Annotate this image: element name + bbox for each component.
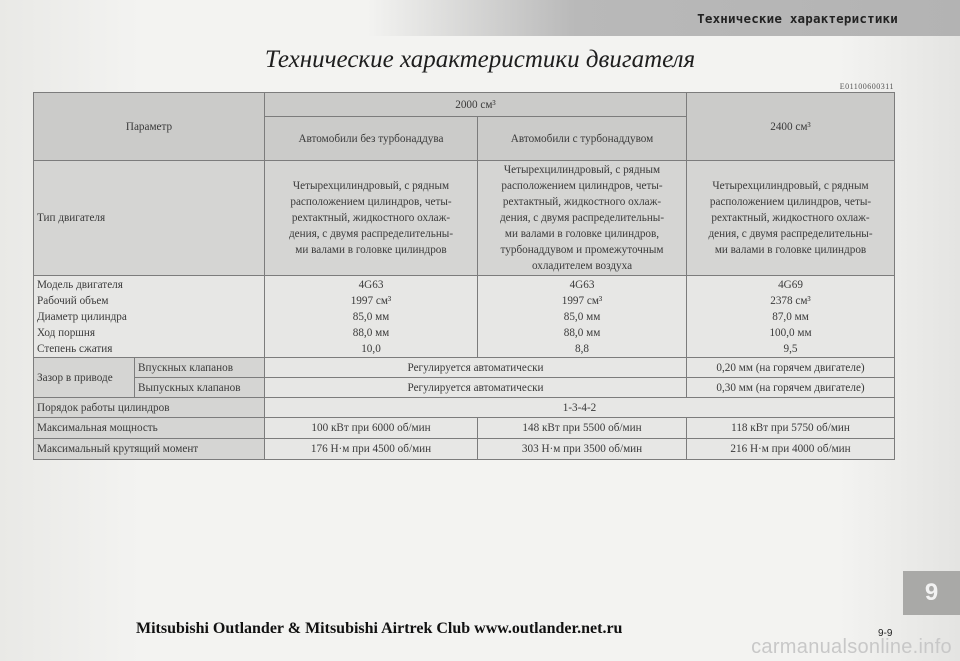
text-line: охладителем воздуха	[531, 260, 633, 272]
footer-credit: Mitsubishi Outlander & Mitsubishi Airtrek Club www.outlander.net.ru	[136, 620, 623, 637]
intake-valves-2400: 0,20 мм (на горячем двигателе)	[687, 358, 895, 378]
spec-value: 100,0 мм	[769, 326, 812, 339]
col-2400-header: 2400 см³	[687, 93, 895, 161]
text-line: Четырехцилиндровый, с рядным	[712, 180, 869, 192]
text-line: ми валами в головке цилиндров	[295, 244, 447, 256]
text-line: дения, с двумя распределительны-	[288, 228, 454, 240]
spec-value: 1997 см³	[561, 294, 603, 307]
exhaust-valves-label: Выпускных клапанов	[135, 378, 265, 398]
spec-value: 2378 см³	[770, 294, 811, 307]
text-line: расположением цилиндров, четы-	[709, 196, 872, 208]
exhaust-valves-2000: Регулируется автоматически	[265, 378, 687, 398]
spec-label: Диаметр цилиндра	[37, 310, 127, 323]
section-header: Технические характеристики	[697, 11, 898, 26]
spec-value: 88,0 мм	[563, 326, 601, 339]
max-torque-label: Максимальный крутящий момент	[34, 439, 265, 460]
page-title: Технические характеристики двигателя	[264, 46, 696, 73]
text-line: рехтактный, жидкостного охлаж-	[291, 212, 451, 224]
chapter-tab: 9	[903, 571, 960, 615]
spec-value: 10,0	[361, 342, 381, 355]
spec-label: Степень сжатия	[37, 342, 113, 355]
max-torque-turbo: 303 Н·м при 3500 об/мин	[478, 439, 687, 460]
text-line: турбонаддувом и промежуточным	[500, 244, 664, 256]
text-line: расположением цилиндров, четы-	[290, 196, 452, 208]
engine-type-no-turbo	[265, 161, 478, 276]
spec-label: Ход поршня	[37, 326, 96, 339]
engine-type-turbo	[478, 161, 687, 276]
firing-order-value: 1-3-4-2	[265, 398, 895, 418]
engine-spec-table	[33, 92, 895, 460]
param-header: Параметр	[34, 93, 265, 161]
spec-labels	[34, 276, 265, 358]
engine-type-label: Тип двигателя	[34, 161, 265, 276]
max-power-2400: 118 кВт при 5750 об/мин	[687, 418, 895, 439]
text-line: Четырехцилиндровый, с рядным	[292, 180, 450, 192]
spec-value: 4G69	[778, 278, 803, 291]
spec-values-2400	[687, 276, 895, 358]
engine-type-2400	[687, 161, 895, 276]
max-power-turbo: 148 кВт при 5500 об/мин	[478, 418, 687, 439]
group-2000-header: 2000 см³	[265, 93, 687, 117]
text-line: рехтактный, жидкостного охлаж-	[711, 212, 870, 224]
table-row-max-torque	[34, 439, 895, 460]
max-torque-no-turbo: 176 Н·м при 4500 об/мин	[265, 439, 478, 460]
spec-value: 85,0 мм	[563, 310, 601, 323]
spec-value: 9,5	[783, 342, 798, 355]
max-power-label: Максимальная мощность	[34, 418, 265, 439]
spec-value: 4G63	[569, 278, 595, 291]
exhaust-valves-2400: 0,30 мм (на горячем двигателе)	[687, 378, 895, 398]
text-line: расположением цилиндров, четы-	[501, 180, 663, 192]
page-number: 9-9	[878, 628, 893, 639]
max-torque-2400: 216 Н·м при 4000 об/мин	[687, 439, 895, 460]
table-row-main-specs	[34, 276, 895, 358]
text-line: ми валами в головке цилиндров	[714, 244, 867, 256]
table-row-firing-order	[34, 398, 895, 418]
spec-value: 1997 см³	[350, 294, 392, 307]
intake-valves-label: Впускных клапанов	[135, 358, 265, 378]
col-no-turbo-header: Автомобили без турбонаддува	[265, 117, 478, 161]
table-row-intake-valves	[34, 358, 895, 378]
document-code: E01100600311	[839, 82, 894, 91]
spec-value: 4G63	[358, 278, 384, 291]
text-line: Четырехцилиндровый, с рядным	[503, 164, 661, 176]
spec-label: Модель двигателя	[37, 278, 123, 291]
firing-order-label: Порядок работы цилиндров	[34, 398, 265, 418]
header-band	[368, 0, 960, 36]
spec-value: 87,0 мм	[772, 310, 809, 323]
text-line: рехтактный, жидкостного охлаж-	[502, 196, 662, 208]
max-power-no-turbo: 100 кВт при 6000 об/мин	[265, 418, 478, 439]
table-row-exhaust-valves	[34, 378, 895, 398]
table-header-row	[34, 93, 895, 117]
watermark: carmanualsonline.info	[751, 636, 952, 658]
spec-value: 8,8	[575, 342, 589, 355]
text-line: дения, с двумя распределительны-	[708, 228, 873, 240]
spec-values-turbo	[478, 276, 687, 358]
text-line: ми валами в головке цилиндров,	[504, 228, 660, 240]
intake-valves-2000: Регулируется автоматически	[265, 358, 687, 378]
text-line: дения, с двумя распределительны-	[499, 212, 665, 224]
col-turbo-header: Автомобили с турбонаддувом	[478, 117, 687, 161]
table-row-engine-type	[34, 161, 895, 276]
spec-label: Рабочий объем	[37, 294, 109, 307]
table-row-max-power	[34, 418, 895, 439]
spec-values-no-turbo	[265, 276, 478, 358]
spec-value: 88,0 мм	[352, 326, 390, 339]
spec-value: 85,0 мм	[352, 310, 390, 323]
valve-clearance-label: Зазор в приводе	[34, 358, 135, 398]
